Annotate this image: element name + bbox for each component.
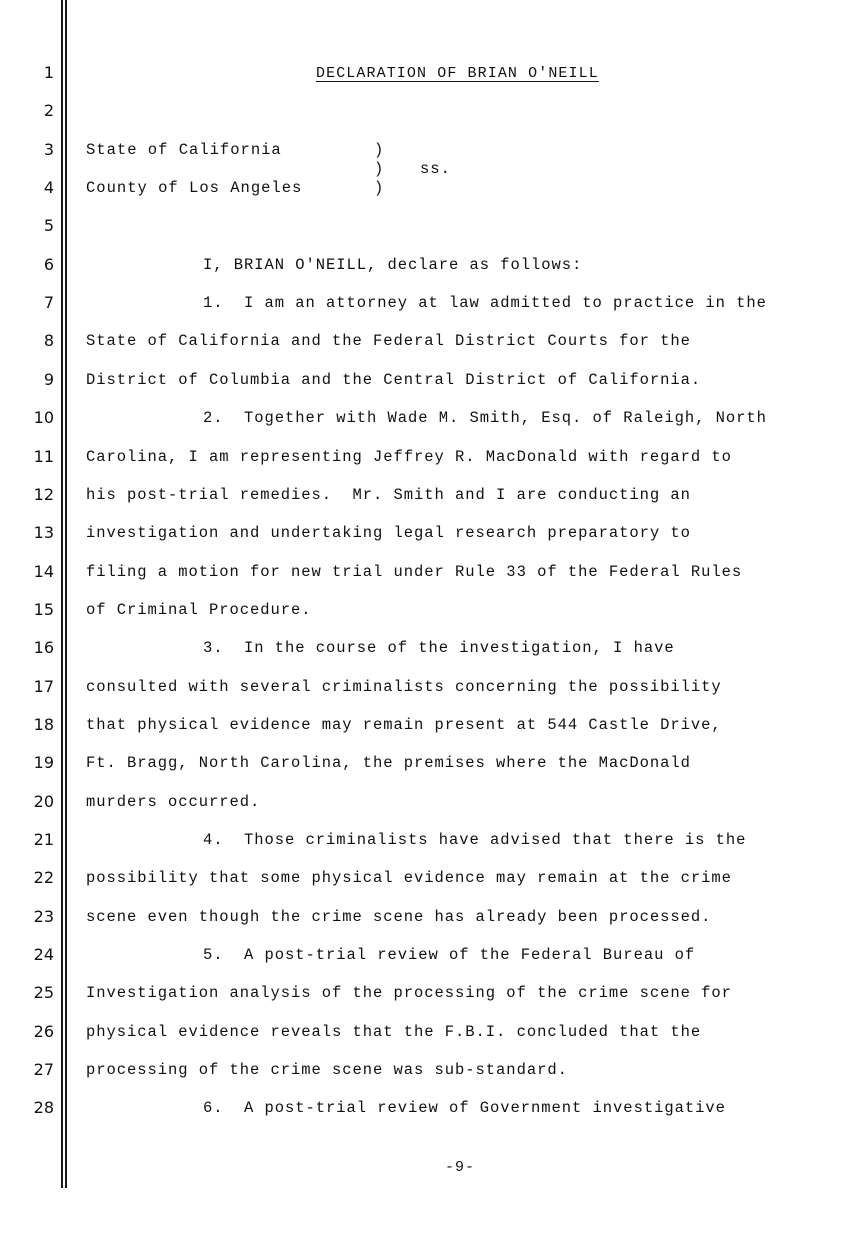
- body-line: scene even though the crime scene has already been processed.: [86, 907, 712, 926]
- body-line: physical evidence reveals that the F.B.I. concluded that the: [86, 1022, 702, 1041]
- document-title: DECLARATION OF BRIAN O'NEILL: [316, 65, 599, 82]
- line-number: 17: [33, 676, 54, 696]
- line-number: 9: [43, 369, 54, 389]
- body-line: 5. A post-trial review of the Federal Bureau of: [203, 946, 696, 965]
- body-line: that physical evidence may remain present at 544 Castle Drive,: [86, 715, 722, 734]
- body-line: Investigation analysis of the processing of the crime scene for: [86, 984, 732, 1003]
- body-line: Carolina, I am representing Jeffrey R. MacDonald with regard to: [86, 447, 732, 466]
- body-line: 6. A post-trial review of Government investigative: [203, 1099, 726, 1118]
- body-line: investigation and undertaking legal research preparatory to: [86, 524, 691, 543]
- line-number: 3: [43, 139, 54, 159]
- line-number: 28: [33, 1098, 54, 1118]
- line-number: 7: [43, 293, 54, 313]
- body-line: 4. Those criminalists have advised that there is the: [203, 831, 747, 849]
- line-number: 15: [33, 599, 54, 619]
- body-line: District of Columbia and the Central District of California.: [86, 370, 702, 389]
- line-number: 8: [43, 331, 54, 351]
- line-number: 22: [33, 868, 54, 888]
- body-line: filing a motion for new trial under Rule 33 of the Federal Rules: [86, 562, 743, 581]
- line-number: 27: [33, 1060, 54, 1080]
- body-line: of Criminal Procedure.: [86, 600, 312, 619]
- line-number: 10: [33, 408, 54, 428]
- body-line: processing of the crime scene was sub-standard.: [86, 1061, 568, 1080]
- body-line: 3. In the course of the investigation, I have: [203, 639, 675, 658]
- body-line: 2. Together with Wade M. Smith, Esq. of Raleigh, North: [203, 409, 767, 428]
- body-line: possibility that some physical evidence may remain at the crime: [86, 869, 732, 888]
- body-line: Ft. Bragg, North Carolina, the premises where the MacDonald: [86, 754, 691, 773]
- line-number: 6: [43, 254, 54, 274]
- line-number: 2: [43, 101, 54, 121]
- venue-county: County of Los Angeles: [86, 179, 303, 197]
- body-line: I, BRIAN O'NEILL, declare as follows:: [203, 255, 583, 274]
- body-line: murders occurred.: [86, 792, 261, 811]
- line-number: 5: [43, 216, 54, 236]
- line-number: 14: [33, 561, 54, 581]
- venue-ss: ss.: [420, 160, 451, 178]
- line-number: 24: [33, 945, 54, 965]
- line-number: 18: [33, 714, 54, 734]
- venue-paren-1: ): [374, 141, 385, 159]
- body-line: 1. I am an attorney at law admitted to practice in the: [203, 294, 767, 313]
- line-number: 26: [33, 1021, 54, 1041]
- body-line: State of California and the Federal District Courts for the: [86, 332, 691, 351]
- venue-paren-3: ): [374, 179, 385, 197]
- pleading-rule-left: [61, 0, 63, 1188]
- line-number: 19: [33, 753, 54, 773]
- line-number: 21: [33, 830, 54, 849]
- line-number: 20: [33, 791, 54, 811]
- body-line: his post-trial remedies. Mr. Smith and I are conducting an: [86, 485, 691, 504]
- body-line: consulted with several criminalists concerning the possibility: [86, 677, 722, 696]
- line-number: 23: [33, 906, 54, 926]
- line-number: 12: [33, 484, 54, 504]
- page-number: -9-: [444, 1159, 475, 1176]
- line-number: 11: [33, 446, 54, 466]
- line-number: 4: [43, 178, 54, 198]
- venue-state: State of California: [86, 141, 282, 159]
- venue-paren-2: ): [374, 160, 385, 178]
- pleading-rule-right: [65, 0, 67, 1188]
- line-number: 25: [33, 983, 54, 1003]
- line-number: 1: [43, 63, 54, 82]
- line-number: 16: [33, 638, 54, 658]
- line-number: 13: [33, 523, 54, 543]
